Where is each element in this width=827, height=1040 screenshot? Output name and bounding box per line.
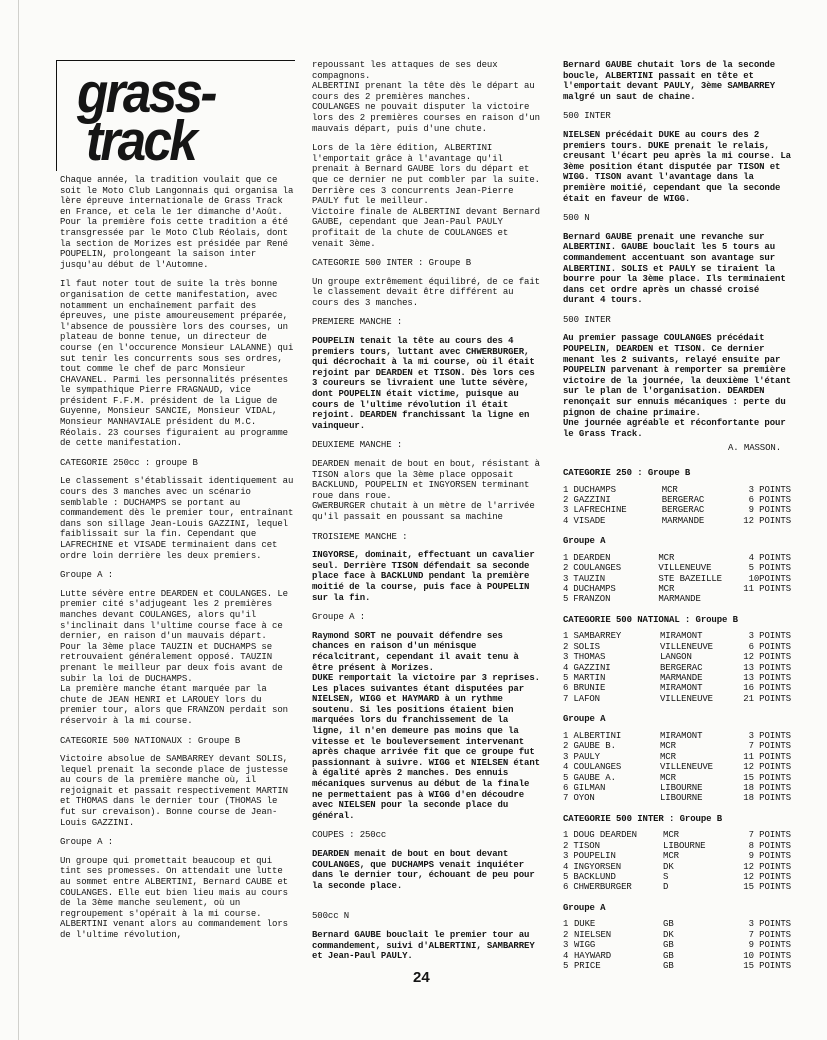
results-row [563,851,791,861]
section-heading: CATEGORIE 500 INTER : Groupe B [312,258,472,269]
paragraph: repoussant les attaques de ses deux compagnons. [312,60,498,81]
result-club: MIRAMONT [659,631,703,642]
results-row [563,882,791,892]
result-points: 12 POINTS [743,652,791,663]
result-club: S [663,871,669,882]
result-rider: GAUBE A. [573,772,616,783]
results-heading: Groupe A [563,536,606,547]
result-points: 3 POINTS [748,730,791,741]
intro-paragraph: Chaque année, la tradition voulait que ce soit le Moto Club Langonnais qui organisa la lère épreuve internationale de Grass Track en France, et cela le 1er dimanche d'Août. Pour la première fois cette tradition a été transgressée par le Moto Club Réolais, dont la section de Morizes est présidée par René POUPELIN, prolongeant la saison inter jusqu'au début de l'Automne. [60,175,294,270]
result-rider: LAFON [573,693,600,704]
result-position: 3 [563,573,569,584]
results-table [563,919,791,971]
result-club: MCR [661,484,678,495]
results-row [563,652,791,662]
result-rider: GAZZINI [573,662,611,673]
result-rider: DUKE [574,919,596,930]
result-rider: OYON [573,793,595,804]
result-points: 18 POINTS [743,782,791,793]
results-table [563,830,791,892]
result-club: BERGERAC [661,505,705,516]
result-rider: GILMAN [573,782,606,793]
title-line-2: track [86,109,196,173]
column-3 [563,60,791,981]
result-rider: GAZZINI [573,495,611,505]
section-heading: DEUXIEME MANCHE : [312,440,403,451]
section-heading: 500cc N [312,911,350,922]
result-club: GB [663,940,674,951]
result-rider: COULANGES [573,563,621,574]
column-1 [60,60,295,950]
result-points: 11 POINTS [743,584,791,595]
result-club: MCR [659,741,676,752]
result-points [736,594,791,604]
result-points: 12 POINTS [743,762,791,773]
result-position: 5 [563,772,569,783]
results-row [563,841,791,851]
results-row [563,752,791,762]
result-rider: NIELSEN [574,929,612,940]
paragraph: Pour la 3ème place TAUZIN et DUCHAMPS se retrouvaient généralement opposé. TAUZIN prenant le meilleur par deux fois avant de subir la loi de DUCHAMPS. [60,641,283,684]
result-position: 1 [563,552,569,563]
results-row [563,631,791,641]
result-points: 7 POINTS [748,741,791,752]
result-position: 1 [563,919,569,930]
title-box [56,60,295,171]
result-club: LIBOURNE [659,782,703,793]
results-heading: CATEGORIE 250 : Groupe B [563,468,691,478]
paragraph: Au premier passage COULANGES précédait POUPELIN, DEARDEN et TISON. Ce dernier menant les 2 suivants, relayé ensuite par POUPELIN parvenant à remporter sa première victoire de la journée, la deuxième l'étant sur le plan de l'organisation. DEARDEN renonçait sur ennuis mécaniques : perte du pignon de chaine primaire. [563,333,791,418]
result-rider: BACKLUND [573,871,616,882]
result-rider: WIGG [574,940,596,951]
result-points: 4 POINTS [748,552,791,563]
result-position: 4 [563,515,569,526]
section-heading: CATEGORIE 500 NATIONAUX : Groupe B [60,735,241,746]
paragraph: Bernard GAUBE bouclait le premier tour au commandement, suivi d'ALBERTINI, SAMBARREY et Jean-Paul PAULY. [312,929,535,962]
results-row [563,830,791,840]
results-row [563,553,791,563]
result-position: 1 [563,730,569,741]
paragraph: COULANGES ne pouvait disputer la victoire lors des 2 premières courses en raison d'un mauvais départ, puis d'une chute. [312,102,540,134]
result-points: 8 POINTS [748,840,791,851]
result-rider: SAMBARREY [573,631,622,642]
result-points: 13 POINTS [743,662,791,673]
result-club: MARMANDE [661,515,705,526]
result-points: 7 POINTS [748,929,791,940]
results-heading: Groupe A [563,714,606,725]
result-points: 9 POINTS [748,851,791,862]
results-row [563,940,791,950]
section-heading: Groupe A : [312,612,366,623]
result-position: 6 [563,683,569,694]
paragraph: INGYORSE, dominait, effectuant un cavalier seul. Derrière TISON défendait sa seconde place face à BACKLUND pendant la première moitié de la course, puis face à POUPELIN sur la fin. [312,550,535,603]
result-club: VILLENEUVE [658,563,712,574]
results-table [563,631,791,704]
result-rider: BRUNIE [573,683,606,694]
results-row [563,793,791,803]
section-heading: Groupe A : [60,837,114,848]
results-row [563,872,791,882]
result-rider: MARTIN [573,673,606,684]
result-club: LIBOURNE [659,793,703,804]
result-club: STE BAZEILLE [658,573,722,584]
result-points: 3 POINTS [748,484,791,495]
result-position: 4 [563,762,569,773]
section-heading: COUPES : 250cc [312,830,387,841]
result-rider: DUCHAMPS [573,584,616,595]
section-heading: CATEGORIE 250cc : groupe B [60,457,198,468]
result-position: 5 [563,960,569,971]
section-heading: TROISIEME MANCHE : [312,531,408,542]
result-rider: FRANZON [573,594,611,605]
result-points: 12 POINTS [743,861,791,872]
result-position: 7 [563,693,569,704]
result-points: 7 POINTS [748,830,791,841]
result-position: 1 [563,484,569,495]
results-row [563,919,791,929]
result-club: LIBOURNE [663,840,706,851]
result-rider: INGYORSEN [573,861,622,872]
results-row [563,951,791,961]
results-table [563,731,791,804]
result-points: 9 POINTS [748,505,791,516]
result-rider: COULANGES [573,762,622,773]
results-row [563,563,791,573]
result-position: 1 [563,631,569,642]
column-2 [312,60,540,971]
results-row [563,683,791,693]
result-points: 16 POINTS [743,683,791,694]
results-row [563,495,791,505]
results-row [563,930,791,940]
paragraph: La première manche étant marquée par la chute de JEAN HENRI et LAROUEY lors du premier tour, alors que FRANZON perdait son réservoir à la mi course. [60,684,288,726]
result-position: 2 [563,563,569,574]
paragraph: Lutte sévère entre DEARDEN et COULANGES. Le premier cité s'adjugeant les 2 premières manches devant COULANGES, alors qu'il s'inclinait dans l'ultime course face à ce dernier, en raison d'un mauvais départ. [60,588,288,642]
result-club: MIRAMONT [659,683,703,694]
paragraph: ALBERTINI prenant la tête dès le départ au cours des 2 premières manches. [312,81,535,102]
section-heading: Groupe A : [60,570,114,581]
result-position: 3 [563,505,569,516]
result-rider: TISON [573,840,600,851]
result-position: 2 [563,641,569,652]
paragraph: Un groupe qui promettait beaucoup et qui tint ses promesses. On attendait une lutte au sommet entre ALBERTINI, Bernard CAUBE et COULANGES. Elle eut bien lieu mais au cours de la 3ème manche seulement, où un regroupement s'opérait à la mi course. ALBERTINI venant alors au commandement lors de l'ultime révolution, [60,855,288,940]
result-club: VILLENEUVE [659,762,713,773]
result-points: 10POINTS [748,573,791,584]
results-row [563,741,791,751]
author-signature: A. MASSON. [727,443,781,454]
result-points: 3 POINTS [748,919,791,930]
results-row [563,762,791,772]
paragraph: DEARDEN menait de bout en bout devant COULANGES, que DUCHAMPS venait inquiéter dans le dernier tour, échouant de peu pour la seconde place. [312,849,535,891]
result-club: VILLENEUVE [659,693,713,704]
result-club: LANGON [659,652,692,663]
results-row [563,731,791,741]
result-club: MIRAMONT [659,730,703,741]
results-table [563,485,791,527]
result-position: 2 [563,495,569,505]
result-points: 13 POINTS [743,673,791,684]
results-row [563,694,791,704]
results-row [563,773,791,783]
result-position: 4 [563,950,569,961]
result-position: 5 [563,594,569,605]
result-club: GB [663,919,674,930]
result-position: 7 [563,793,569,804]
result-rider: DEARDEN [573,552,611,563]
results-row [563,663,791,673]
results-row [563,505,791,515]
result-position: 2 [563,741,569,752]
paragraph: Une journée agréable et réconfortante pour le Grass Track. [563,418,786,439]
paragraph: NIELSEN précédait DUKE au cours des 2 premiers tours. DUKE prenait le relais, creusant l'écart peu après la mi course. La 3ème position étant disputée par TISON et WIGG. TISON avant l'avantage dans la première moitié, cependant que la seconde était en faveur de WIGG. [563,129,791,204]
result-points: 6 POINTS [748,641,791,652]
result-points: 3 POINTS [748,631,791,642]
result-club: MCR [659,751,676,762]
result-position: 5 [563,871,569,882]
result-position: 1 [563,830,569,841]
result-rider: DUCHAMPS [573,484,616,495]
paragraph: Victoire finale de ALBERTINI devant Bernard GAUBE, cependant que Jean-Paul PAULY profitait de la chute de COULANGES et venait 3ème. [312,206,540,249]
page-number: 24 [413,969,430,986]
result-rider: POUPELIN [573,851,616,862]
result-rider: VISADE [573,515,606,526]
paragraph: GWERBURGER chutait à un mètre de l'arrivée qu'il passait en poussant sa machine [312,501,535,522]
paragraph: Victoire absolue de SAMBARREY devant SOLIS, lequel prenait la seconde place de justesse au cours de la première manche où, il rejoignait et passait respectivement MARTIN et THOMAS dans le dernier tour (THOMAS le fut sur crevaison). Bonne course de Jean-Louis GAZZINI. [60,754,288,828]
result-club: D [663,882,669,893]
results-heading: Groupe A [563,902,606,913]
result-points: 15 POINTS [743,960,791,971]
paragraph: POUPELIN tenait la tête au cours des 4 premiers tours, luttant avec CHWERBURGER, qui décrochait à la mi course, où il était rejoint par DEARDEN et TISON. Dès lors ces 3 coureurs se livraient une lutte sévère, dont POUPELIN était victime, puisque au cours de l'ultime révolution il était rejoint. DEARDEN franchissant la ligne en vainqueur. [312,336,535,431]
result-club: MCR [663,851,679,862]
result-position: 2 [563,929,569,940]
paragraph: Bernard GAUBE prenait une revanche sur ALBERTINI. GAUBE bouclait les 5 tours au commandement accentuant son avantage sur ALBERTINI. SOLIS et PAULY se tiraient la bourre pour la 3ème place. Ils terminaient dans cet ordre après un chassé croisé durant 4 tours. [563,231,786,306]
results-heading: CATEGORIE 500 INTER : Groupe B [563,813,723,824]
result-points: 5 POINTS [748,563,791,574]
result-club: MCR [658,552,675,563]
result-points: 10 POINTS [743,950,791,961]
result-position: 2 [563,840,569,851]
result-position: 3 [563,652,569,663]
result-rider: PRICE [574,960,601,971]
paragraph: Bernard GAUBE chutait lors de la seconde boucle, ALBERTINI passait en tête et l'emportait devant PAULY, 3ème SAMBARREY malgré un saut de chaine. [563,60,776,102]
title-line-1: grass- [77,61,215,125]
result-position: 6 [563,882,569,893]
results-table [563,553,791,605]
section-heading: PREMIERE MANCHE : [312,317,403,328]
result-points: 21 POINTS [743,693,791,704]
result-position: 3 [563,751,569,762]
paragraph: Un groupe extrêmement équilibré, de ce fait le classement devait être différent au cours des 3 manches. [312,276,540,308]
result-points: 18 POINTS [743,793,791,804]
result-club: MCR [658,584,675,595]
results-section [563,468,791,971]
section-heading: 500 INTER [563,314,611,325]
result-points: 6 POINTS [748,495,791,505]
result-club: BERGERAC [659,662,703,673]
result-points: 11 POINTS [743,751,791,762]
result-rider: ALBERTINI [573,730,622,741]
results-row [563,584,791,594]
results-row [563,862,791,872]
results-row [563,642,791,652]
page-edge-line [18,0,19,1040]
paragraph: Raymond SORT ne pouvait défendre ses chances en raison d'un ménisque récalcitrant, cependant il avait tenu à être présent à Morizes. [312,630,519,673]
intro-paragraph-2: Il faut noter tout de suite la très bonne organisation de cette manifestation, avec notamment un enchaînement parfait des épreuves, une piste amoureusement préparée, l'absence de poussière lors des courses, un plateau de bonne tenue, un directeur de course (en l'occurence Monsieur LALANNE) qui sut tenir les concurrents sous ses ordres, tout comme le chef de parc Monsieur CHAVANEL. Parmi les personnalités présentes le sympathique Pierre FRAGNAUD, vice président F.F.M. président de la Ligue de Guyenne, Monsieur SANCIE, Monsieur VIDAL, Monsieur MANHAVIALE président du M.C. Réolais. 23 courses figuraient au programme de cette manifestation. [60,279,294,449]
result-position: 4 [563,584,569,595]
result-points: 15 POINTS [743,882,791,893]
result-club: DK [663,929,674,940]
result-rider: TAUZIN [573,573,606,584]
result-points: 12 POINTS [743,515,791,526]
results-row [563,961,791,971]
result-club: MARMANDE [659,673,703,684]
section-heading: 500 N [563,213,590,224]
result-club: MARMANDE [658,594,701,605]
result-points: 12 POINTS [743,871,791,882]
result-rider: SOLIS [573,641,600,652]
result-club: DK [663,861,674,872]
result-club: MCR [659,772,676,783]
result-position: 6 [563,782,569,793]
results-row [563,673,791,683]
results-row [563,783,791,793]
results-row [563,574,791,584]
result-points: 15 POINTS [743,772,791,783]
result-rider: PAULY [573,751,600,762]
result-club: VILLENEUVE [659,641,713,652]
results-row [563,485,791,495]
results-heading: CATEGORIE 500 NATIONAL : Groupe B [563,614,738,625]
result-points: 9 POINTS [748,940,791,951]
result-club: MCR [663,830,679,841]
result-rider: LAFRECHINE [573,505,627,516]
result-club: GB [663,950,674,961]
paragraph: DUKE remportait la victoire par 3 reprises. Les places suivantes étant disputées par NIELSEN, WIGG et HAYMARD à un rythme soutenu. Si les positions étaient bien marquées lors du franchissement de la ligne, il n'en demeure pas moins que la vitesse et le bouleversement intervenant après chaque arrivée fit que ce groupe fut passionnant à suivre. WIGG et NIELSEN étant à égalité après 2 manches. Des ennuis mécaniques survenus au début de la finale ne permettaient pas à WIGG d'en découdre avec NIELSEN pour la seconde place du général. [312,673,540,821]
result-club: BERGERAC [661,495,705,505]
result-rider: THOMAS [573,652,606,663]
result-rider: CHWERBURGER [573,882,632,893]
result-position: 4 [563,861,569,872]
result-position: 5 [563,673,569,684]
paragraph: DEARDEN menait de bout en bout, résistant à TISON alors que la 3ème place opposait BACKLUND, POUPELIN et INGYORSEN terminant roue dans roue. [312,459,540,501]
result-rider: DOUG DEARDEN [573,830,637,841]
section-heading: 500 INTER [563,111,611,122]
result-rider: GAUBE B. [573,741,616,752]
paragraph: Le classement s'établissait identiquement au cours des 3 manches avec un scénario semblable : DUCHAMPS se portant au commandement dès le premier tour, entraînant dans son sillage Jean-Louis GAZZINI, lequel faiblissait sur la fin. Cependant que LAFRECHINE et VISADE terminaient dans cet ordre loin derrière les deux premiers. [60,476,294,561]
result-club: GB [663,960,674,971]
paragraph: Lors de la 1ère édition, ALBERTINI l'emportait grâce à l'avantage qu'il prenait à Bernard GAUBE lors du départ et que ce dernier ne put combler par la suite. Derrière ces 3 concurrents Jean-Pierre PAULY fut le meilleur. [312,143,540,207]
result-position: 4 [563,662,569,673]
results-row [563,516,791,526]
result-rider: HAYWARD [574,950,612,961]
result-position: 3 [563,940,569,951]
result-position: 3 [563,851,569,862]
results-row [563,594,791,604]
